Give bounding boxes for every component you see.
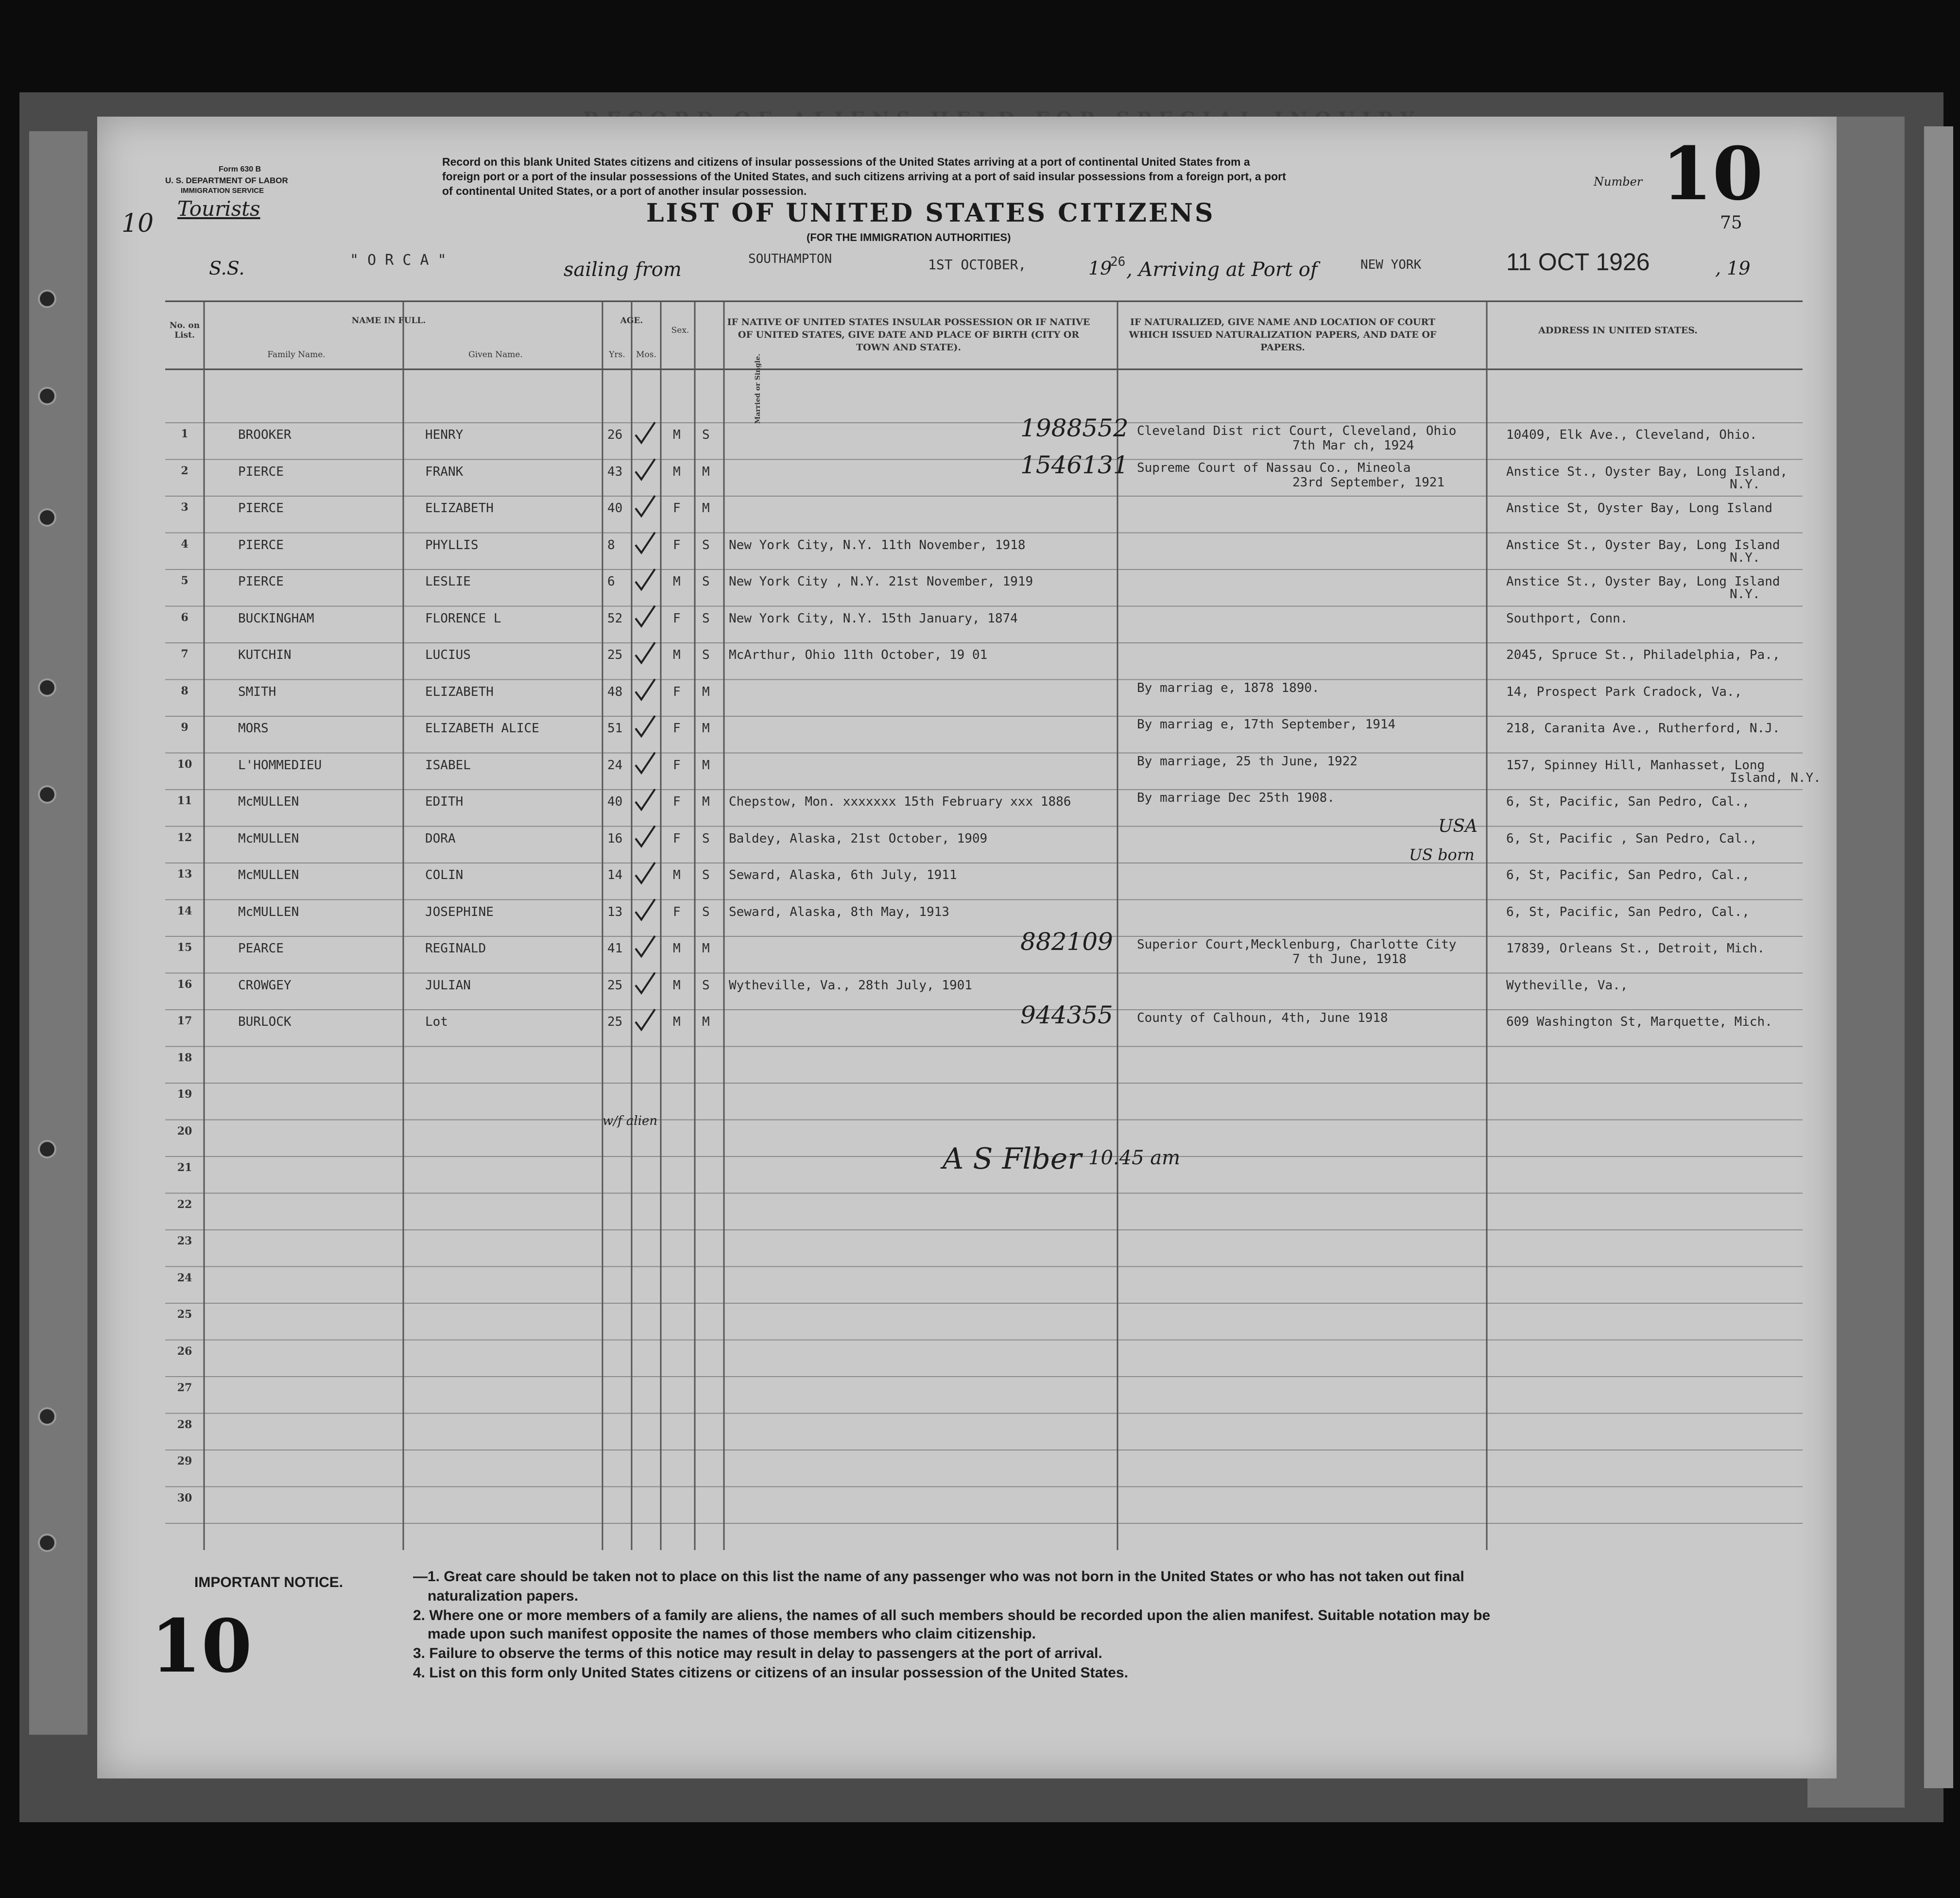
cell-given: JOSEPHINE (425, 904, 494, 919)
row-number: 22 (177, 1198, 192, 1211)
cell-status: S (702, 904, 710, 919)
from-port: SOUTHAMPTON (748, 252, 832, 266)
col-header-yrs: Yrs. (609, 350, 625, 360)
instructions: Record on this blank United States citizens and citizens of insular possessions of the United States arriving at a port of continental United States from a foreign port or a port of the insular possessions of the United States, and such citizens arriving at a port of said insular possessions from a foreign port, a port of continental United States, or a port of another insular possession. (442, 155, 1286, 197)
cell-addr1: 6, St, Pacific, San Pedro, Cal., (1506, 794, 1750, 809)
check-mark (636, 899, 655, 920)
cell-given: FLORENCE L (425, 611, 501, 626)
cell-family: CROWGEY (238, 978, 292, 993)
check-mark (636, 973, 655, 993)
cell-age: 41 (607, 941, 623, 956)
row-number: 14 (177, 904, 192, 917)
cell-addr1: 609 Washington St, Marquette, Mich. (1506, 1015, 1772, 1029)
row-number: 20 (177, 1124, 192, 1138)
cell-cert: 1988552 (1020, 414, 1129, 442)
document-page (97, 117, 1837, 1778)
check-mark (636, 826, 655, 846)
cell-sex: M (673, 868, 681, 882)
cell-sex: F (673, 904, 681, 919)
check-mark (636, 789, 655, 810)
bottom-page-number: 10 (151, 1604, 252, 1689)
col-header-family: Family Name. (267, 350, 326, 360)
cell-age: 26 (607, 428, 623, 442)
col-header-sex: Sex. (671, 326, 689, 335)
cell-addr2: N.Y. (1730, 550, 1760, 565)
margin-note-tourists: Tourists (177, 197, 260, 221)
row-number: 27 (177, 1381, 192, 1394)
page-ref: 75 (1720, 213, 1742, 233)
row-number: 25 (177, 1308, 192, 1321)
page-title: LIST OF UNITED STATES CITIZENS (646, 198, 1215, 228)
cell-nat2: 7 th June, 1918 (1292, 952, 1407, 966)
cell-family: SMITH (238, 684, 276, 699)
row-number: 3 (181, 501, 189, 514)
binder-hole (40, 510, 54, 525)
cell-sex: F (673, 758, 681, 773)
binder-hole (40, 1142, 54, 1156)
col-header-no: No. on List. (169, 321, 200, 340)
row9-annotation: USA (1438, 816, 1478, 836)
cell-given: EDITH (425, 794, 464, 809)
cell-given: COLIN (425, 868, 464, 882)
check-mark (636, 716, 655, 736)
cell-addr1: Anstice St, Oyster Bay, Long Island (1506, 501, 1772, 516)
cell-family: BURLOCK (238, 1015, 292, 1029)
row-number: 24 (177, 1271, 192, 1284)
row-number: 2 (181, 464, 189, 477)
cell-sex: M (673, 978, 681, 993)
background-sheet-edge (1924, 126, 1953, 1788)
cell-sex: M (673, 464, 681, 479)
check-mark (636, 533, 655, 553)
col-header-birth: IF NATIVE OF UNITED STATES INSULAR POSSESSION OR IF NATIVE OF UNITED STATES, GIVE DATE AND PLACE OF BIRTH (CITY OR TOWN AND STATE). (727, 317, 1090, 353)
list-number: 10 (1662, 131, 1763, 217)
cell-given: FRANK (425, 464, 464, 479)
cell-cert: 944355 (1020, 1001, 1113, 1029)
cell-age: 25 (607, 1015, 623, 1029)
cell-given: ISABEL (425, 758, 471, 773)
cell-cert: 882109 (1020, 928, 1113, 956)
row-number: 30 (177, 1491, 192, 1504)
binder-hole (40, 680, 54, 695)
notice-item-1b: naturalization papers. (428, 1588, 579, 1604)
cell-sex: M (673, 428, 681, 442)
row-number: 21 (177, 1161, 192, 1174)
cell-age: 48 (607, 684, 623, 699)
service-label: IMMIGRATION SERVICE (181, 187, 264, 195)
notice-item-2b: made upon such manifest opposite the names of those members who claim citizenship. (428, 1626, 1036, 1642)
cell-sex: M (673, 648, 681, 662)
cell-addr2: N.Y. (1730, 587, 1760, 602)
cell-birth: New York City, N.Y. 15th January, 1874 (729, 611, 1018, 626)
check-mark (636, 606, 655, 626)
cell-family: PIERCE (238, 501, 284, 516)
cell-addr1: 17839, Orleans St., Detroit, Mich. (1506, 941, 1765, 956)
cell-sex: F (673, 684, 681, 699)
binder-hole (40, 292, 54, 306)
cell-status: S (702, 868, 710, 882)
cell-birth: Wytheville, Va., 28th July, 1901 (729, 978, 972, 993)
col-header-married: Married or Single. (754, 353, 762, 424)
cell-addr1: 10409, Elk Ave., Cleveland, Ohio. (1506, 428, 1757, 442)
row-number: 6 (181, 611, 189, 624)
cell-given: HENRY (425, 428, 464, 442)
department-label: U. S. DEPARTMENT OF LABOR (165, 176, 288, 185)
check-mark (636, 753, 655, 773)
sailing-label: sailing from (564, 259, 682, 281)
cell-nat1: By marriag e, 17th September, 1914 (1137, 717, 1396, 732)
check-mark (636, 1009, 655, 1030)
cell-addr2: Island, N.Y. (1730, 770, 1821, 785)
cell-sex: F (673, 501, 681, 516)
inspection-time: 10.45 am (1088, 1147, 1181, 1169)
cell-family: PEARCE (238, 941, 284, 956)
cell-status: S (702, 611, 710, 626)
cell-birth: Chepstow, Mon. xxxxxxx 15th February xxx 1886 (729, 794, 1071, 809)
cell-nat2: 7th Mar ch, 1924 (1292, 438, 1414, 453)
cell-family: McMULLEN (238, 868, 299, 882)
inspector-signature: A S Flber (943, 1142, 1082, 1176)
cell-sex: M (673, 941, 681, 956)
cell-addr1: Anstice St., Oyster Bay, Long Island, (1506, 464, 1788, 479)
cell-age: 51 (607, 721, 623, 736)
row-number: 17 (177, 1015, 192, 1027)
cell-family: BROOKER (238, 428, 292, 442)
margin-note-number: 10 (121, 209, 154, 238)
cell-birth: New York City, N.Y. 11th November, 1918 (729, 537, 1026, 552)
cell-given: ELIZABETH (425, 501, 494, 516)
cell-status: M (702, 721, 710, 736)
cell-status: M (702, 1015, 710, 1029)
cell-age: 40 (607, 794, 623, 809)
cell-nat1: By marriag e, 1878 1890. (1137, 680, 1320, 695)
cell-addr2: N.Y. (1730, 477, 1760, 492)
row-number: 11 (177, 794, 192, 807)
col-header-name: NAME IN FULL. (351, 316, 426, 326)
cell-age: 16 (607, 831, 623, 846)
cell-age: 43 (607, 464, 623, 479)
number-label: Number (1594, 175, 1643, 189)
col-header-naturalized: IF NATURALIZED, GIVE NAME AND LOCATION OF COURT WHICH ISSUED NATURALIZATION PAPERS, AND DATE OF PAPERS. (1129, 317, 1437, 353)
cell-nat1: By marriage, 25 th June, 1922 (1137, 754, 1358, 769)
cell-nat1: Cleveland Dist rict Court, Cleveland, Ohio (1137, 424, 1457, 438)
cell-given: REGINALD (425, 941, 486, 956)
cell-status: M (702, 794, 710, 809)
cell-addr1: 2045, Spruce St., Philadelphia, Pa., (1506, 648, 1780, 662)
cell-sex: F (673, 611, 681, 626)
cell-sex: F (673, 721, 681, 736)
check-mark (636, 936, 655, 956)
cell-age: 8 (607, 537, 615, 552)
cell-status: S (702, 978, 710, 993)
cell-birth: Seward, Alaska, 6th July, 1911 (729, 868, 957, 882)
check-mark (636, 422, 655, 443)
check-mark (636, 863, 655, 883)
check-mark (636, 569, 655, 589)
background-sheet-left (29, 131, 87, 1735)
cell-nat1: Supreme Court of Nassau Co., Mineola (1137, 460, 1411, 475)
cell-given: ELIZABETH (425, 684, 494, 699)
arriving-label: , Arriving at Port of (1126, 259, 1318, 281)
cell-sex: M (673, 574, 681, 589)
cell-addr1: Anstice St., Oyster Bay, Long Island (1506, 537, 1780, 552)
cell-status: M (702, 941, 710, 956)
row-number: 18 (177, 1051, 192, 1064)
cell-status: M (702, 758, 710, 773)
binder-hole (40, 389, 54, 403)
cell-status: S (702, 428, 710, 442)
sailing-date: 1ST OCTOBER, (928, 257, 1027, 273)
cell-addr1: Anstice St., Oyster Bay, Long Island (1506, 574, 1780, 589)
notice-item-4: 4. List on this form only United States citizens or citizens of an insular possession of the United States. (413, 1665, 1128, 1681)
row-number: 1 (181, 428, 189, 440)
row-number: 9 (181, 721, 189, 734)
cell-family: KUTCHIN (238, 648, 292, 662)
binder-hole (40, 787, 54, 802)
arrival-port: NEW YORK (1360, 258, 1422, 272)
notice-item-1: —1. Great care should be taken not to place on this list the name of any passenger who was not born in the United States or who has not taken out final (413, 1569, 1464, 1585)
cell-birth: Seward, Alaska, 8th May, 1913 (729, 904, 949, 919)
cell-family: McMULLEN (238, 831, 299, 846)
cell-status: S (702, 648, 710, 662)
cell-nat2: 23rd September, 1921 (1292, 475, 1445, 490)
year-prefix: 19 (1088, 258, 1112, 279)
cell-sex: F (673, 831, 681, 846)
cell-given: Lot (425, 1015, 448, 1029)
cell-family: MORS (238, 721, 269, 736)
notice-label: IMPORTANT NOTICE. (194, 1574, 344, 1590)
cell-birth: McArthur, Ohio 11th October, 19 01 (729, 648, 988, 662)
ss-label: S.S. (209, 258, 245, 279)
cell-given: ELIZABETH ALICE (425, 721, 539, 736)
cell-sex: F (673, 794, 681, 809)
cell-sex: F (673, 537, 681, 552)
row-number: 23 (177, 1235, 192, 1247)
binder-hole (40, 1536, 54, 1550)
cell-given: JULIAN (425, 978, 471, 993)
col-header-given: Given Name. (468, 350, 523, 360)
row10-annotation: US born (1409, 845, 1475, 864)
check-mark (636, 459, 655, 480)
ship-name: " O R C A " (350, 252, 447, 269)
cell-addr1: Wytheville, Va., (1506, 978, 1628, 993)
check-mark (636, 642, 655, 663)
row-number: 26 (177, 1345, 192, 1358)
cell-given: DORA (425, 831, 456, 846)
cell-addr1: 157, Spinney Hill, Manhasset, Long (1506, 758, 1765, 773)
cell-status: S (702, 831, 710, 846)
check-mark (636, 679, 655, 700)
cell-addr1: 6, St, Pacific, San Pedro, Cal., (1506, 904, 1750, 919)
row-number: 12 (177, 831, 192, 844)
cell-status: M (702, 464, 710, 479)
cell-cert: 1546131 (1020, 450, 1129, 479)
notice-item-3: 3. Failure to observe the terms of this notice may result in delay to passengers at the port of arrival. (413, 1645, 1102, 1661)
cell-family: McMULLEN (238, 904, 299, 919)
cell-status: S (702, 537, 710, 552)
row-number: 15 (177, 941, 192, 954)
row-number: 28 (177, 1418, 192, 1431)
cell-family: L'HOMMEDIEU (238, 758, 322, 773)
cell-given: PHYLLIS (425, 537, 479, 552)
cell-sex: M (673, 1015, 681, 1029)
cell-birth: Baldey, Alaska, 21st October, 1909 (729, 831, 988, 846)
cell-given: LUCIUS (425, 648, 471, 662)
row-number: 29 (177, 1455, 192, 1467)
cell-age: 25 (607, 648, 623, 662)
cell-age: 14 (607, 868, 623, 882)
cell-addr1: 14, Prospect Park Cradock, Va., (1506, 684, 1742, 699)
cell-age: 25 (607, 978, 623, 993)
row-number: 8 (181, 684, 189, 697)
form-ref: Form 630 B (219, 165, 261, 173)
col-header-address: ADDRESS IN UNITED STATES. (1538, 325, 1698, 336)
notice-item-2: 2. Where one or more members of a family are aliens, the names of all such members should be recorded upon the alien manifest. Suitable notation may be (413, 1607, 1491, 1623)
cell-addr1: 218, Caranita Ave., Rutherford, N.J. (1506, 721, 1780, 736)
col-header-mos: Mos. (636, 350, 656, 360)
row-number: 16 (177, 978, 192, 991)
cell-family: BUCKINGHAM (238, 611, 314, 626)
row-number: 4 (181, 537, 189, 551)
cell-family: PIERCE (238, 464, 284, 479)
check-mark (636, 496, 655, 516)
cell-nat1: By marriage Dec 25th 1908. (1137, 791, 1335, 805)
cell-given: LESLIE (425, 574, 471, 589)
cell-family: McMULLEN (238, 794, 299, 809)
cell-age: 6 (607, 574, 615, 589)
cell-family: PIERCE (238, 574, 284, 589)
cell-birth: New York City , N.Y. 21st November, 1919 (729, 574, 1033, 589)
cell-age: 40 (607, 501, 623, 516)
page-subtitle: (FOR THE IMMIGRATION AUTHORITIES) (807, 231, 1011, 243)
lot-annotation: w/f alien (602, 1114, 658, 1128)
cell-age: 52 (607, 611, 623, 626)
cell-family: PIERCE (238, 537, 284, 552)
cell-addr1: 6, St, Pacific , San Pedro, Cal., (1506, 831, 1757, 846)
year-suffix-2: , 19 (1715, 258, 1751, 279)
row-number: 7 (181, 648, 189, 660)
cell-status: S (702, 574, 710, 589)
row-number: 19 (177, 1088, 192, 1101)
arrival-date-stamp: 11 OCT 1926 (1506, 248, 1650, 276)
col-header-age: AGE. (620, 316, 643, 326)
cell-nat1: Superior Court,Mecklenburg, Charlotte City (1137, 937, 1457, 952)
cell-addr1: Southport, Conn. (1506, 611, 1628, 626)
binder-hole (40, 1409, 54, 1424)
cell-age: 24 (607, 758, 623, 773)
cell-nat1: County of Calhoun, 4th, June 1918 (1137, 1011, 1388, 1025)
cell-status: M (702, 501, 710, 516)
year-suffix: 26 (1110, 255, 1126, 269)
row-number: 5 (181, 574, 189, 587)
row-number: 10 (177, 758, 192, 771)
cell-age: 13 (607, 904, 623, 919)
row-number: 13 (177, 868, 192, 880)
cell-addr1: 6, St, Pacific, San Pedro, Cal., (1506, 868, 1750, 882)
cell-status: M (702, 684, 710, 699)
